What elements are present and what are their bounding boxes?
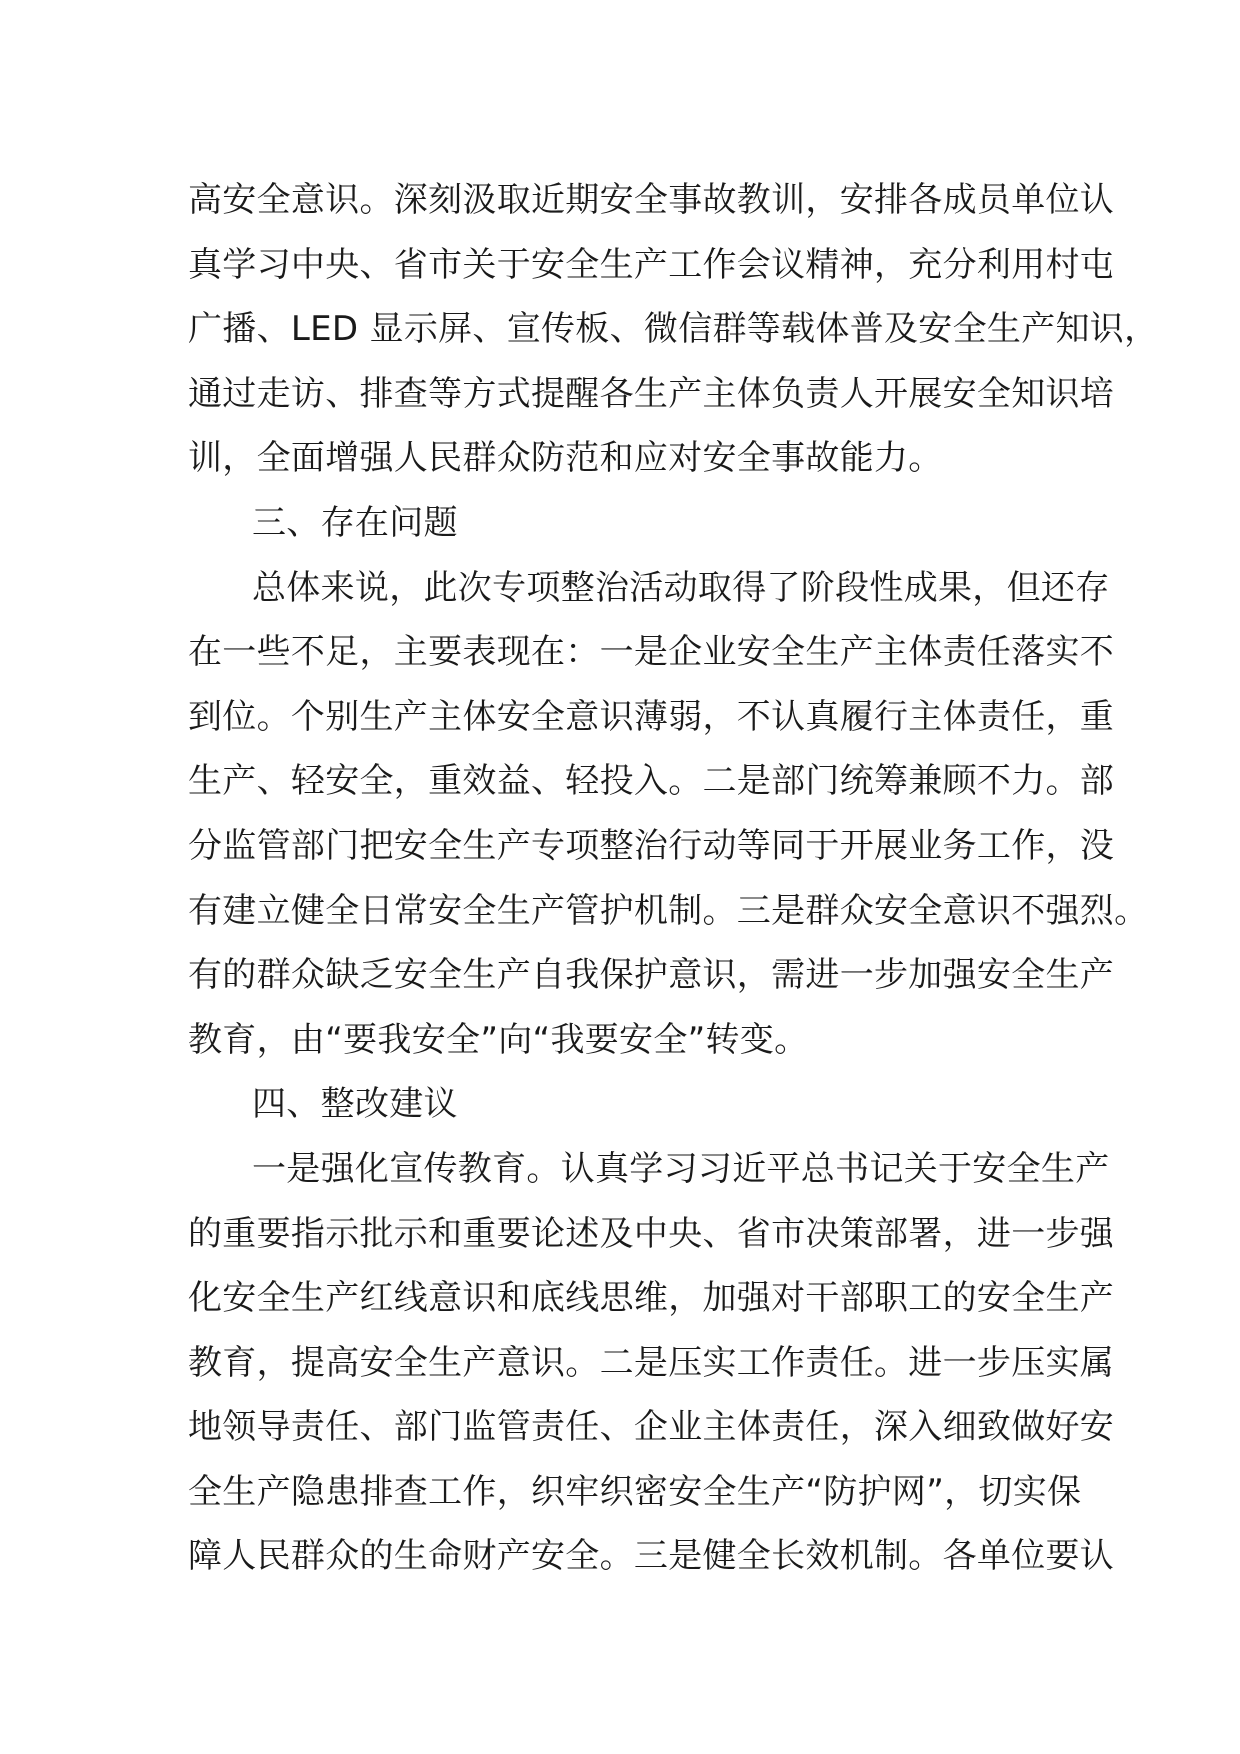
paragraph-line: 通过走访、排查等方式提醒各生产主体负责人开展安全知识培	[188, 373, 1115, 414]
paragraph-line: 化安全生产红线意识和底线思维，加强对干部职工的安全生产	[188, 1278, 1115, 1319]
paragraph-line: 一是强化宣传教育。认真学习习近平总书记关于安全生产	[252, 1148, 1110, 1189]
paragraph-line: 有的群众缺乏安全生产自我保护意识，需进一步加强安全生产	[188, 955, 1115, 996]
paragraph-line: 全生产隐患排查工作，织牢织密安全生产“防护网”，切实保	[188, 1471, 1082, 1512]
section-heading: 三、存在问题	[252, 502, 458, 543]
paragraph-line: 障人民群众的生命财产安全。三是健全长效机制。各单位要认	[188, 1536, 1115, 1577]
paragraph-line: 有建立健全日常安全生产管护机制。三是群众安全意识不强烈。	[188, 890, 1149, 931]
paragraph-line: 教育，提高安全生产意识。二是压实工作责任。进一步压实属	[188, 1342, 1115, 1383]
document-body	[188, 168, 1159, 1589]
paragraph-line: 生产、轻安全，重效益、轻投入。二是部门统筹兼顾不力。部	[188, 761, 1115, 802]
paragraph-line: 广播、LED 显示屏、宣传板、微信群等载体普及安全生产知识，	[188, 309, 1159, 350]
paragraph-line: 地领导责任、部门监管责任、企业主体责任，深入细致做好安	[188, 1407, 1115, 1448]
paragraph-line: 分监管部门把安全生产专项整治行动等同于开展业务工作，没	[188, 825, 1115, 866]
paragraph-line: 教育，由“要我安全”向“我要安全”转变。	[188, 1019, 809, 1060]
paragraph-line: 高安全意识。深刻汲取近期安全事故教训，安排各成员单位认	[188, 180, 1115, 220]
paragraph-line: 总体来说，此次专项整治活动取得了阶段性成果，但还存	[252, 567, 1110, 608]
paragraph-line: 在一些不足，主要表现在：一是企业安全生产主体责任落实不	[188, 632, 1115, 673]
paragraph-line: 的重要指示批示和重要论述及中央、省市决策部署，进一步强	[188, 1213, 1115, 1254]
section-heading: 四、整改建议	[252, 1084, 458, 1125]
paragraph-line: 训，全面增强人民群众防范和应对安全事故能力。	[188, 438, 943, 479]
paragraph-line: 到位。个别生产主体安全意识薄弱，不认真履行主体责任，重	[188, 696, 1115, 737]
paragraph-line: 真学习中央、省市关于安全生产工作会议精神，充分利用村屯	[188, 244, 1115, 285]
